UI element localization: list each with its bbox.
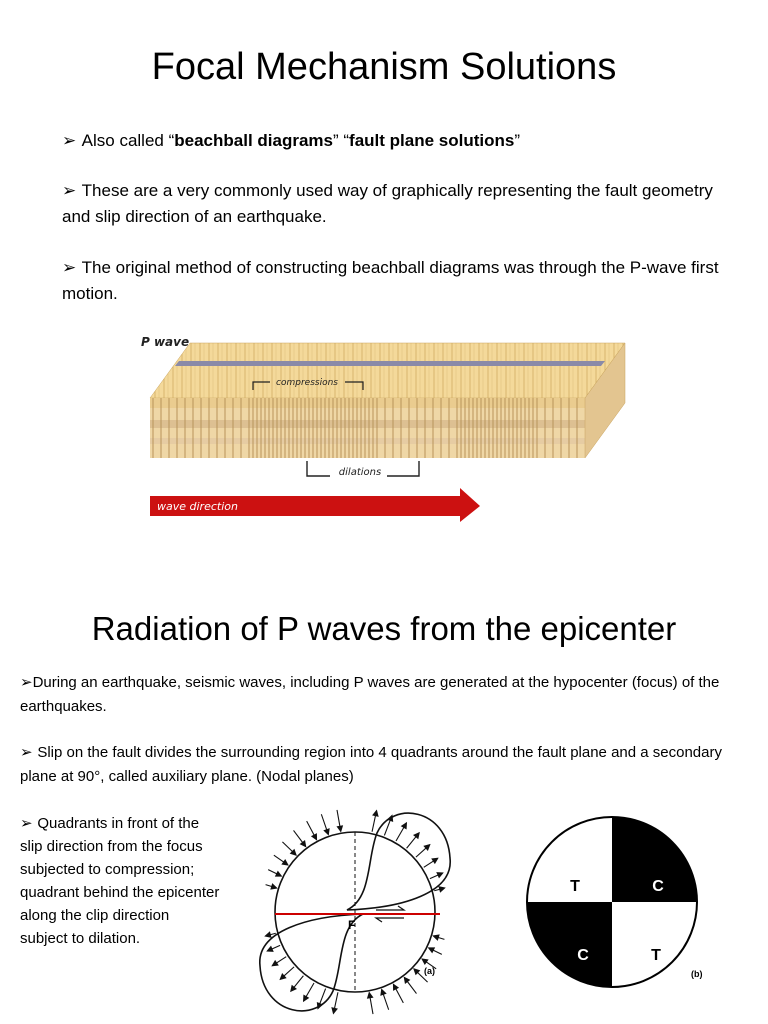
radiation-arrowhead-icon <box>304 995 309 1001</box>
beachball-figure <box>525 815 725 990</box>
radiation-arrowhead-icon <box>267 947 273 952</box>
radiation-arrowhead-icon <box>402 823 407 829</box>
radiation-arrowhead-icon <box>388 816 393 822</box>
radiation-arrowhead-icon <box>324 829 329 835</box>
p-wave-label: P wave <box>141 335 190 349</box>
bullet-text: During an earthquake, seismic waves, including P waves are generated at the hypocenter (focus) of the earthquakes. <box>20 674 720 715</box>
radiation-arrowhead-icon <box>437 873 443 878</box>
block-top-face <box>150 343 625 398</box>
radiation-arrowhead-icon <box>381 990 386 996</box>
radiation-arrowhead-icon <box>368 993 373 998</box>
radiation-arrowhead-icon <box>439 887 444 892</box>
radiation-pattern-figure <box>250 800 455 1022</box>
bullet-slip-quadrants <box>20 740 760 789</box>
bullet-text: ” “ <box>333 131 350 150</box>
wave-direction-label: wave direction <box>157 500 238 513</box>
quadrant-top-right-label: C <box>652 878 664 895</box>
radiation-arrowhead-icon <box>312 834 317 840</box>
radiation-arrowhead-icon <box>332 1008 337 1013</box>
bold-term-fault-plane: fault plane solutions <box>349 131 515 150</box>
page-title: Focal Mechanism Solutions <box>151 46 617 88</box>
radiation-arrowhead-icon <box>317 1003 322 1009</box>
radiation-arrowhead-icon <box>265 932 270 937</box>
radiation-arrowhead-icon <box>432 858 438 863</box>
slip-arrow-icon <box>376 918 404 922</box>
radiation-arrowhead-icon <box>301 841 306 846</box>
radiation-arrowhead-icon <box>393 984 398 990</box>
quadrant-top-left-label: T <box>570 878 580 895</box>
bullet-arrow-icon: ➢ <box>62 258 82 278</box>
quadrant-bottom-right-label: T <box>651 947 661 964</box>
radiation-arrowhead-icon <box>404 977 409 982</box>
bullet-text: Also called “ <box>81 131 175 150</box>
bullet-original-method <box>62 255 742 307</box>
bullet-text: Quadrants in front of the slip direction from the focus subjected to compression; quadrant behind the epicenter along the clip direction subject to dilation. <box>20 815 220 947</box>
p-wave-figure <box>135 328 635 528</box>
bullet-arrow-icon: ➢ <box>20 673 33 691</box>
radiation-arrowhead-icon <box>337 826 342 831</box>
bullet-text: ” <box>514 131 521 150</box>
dilations-label: dilations <box>338 467 382 478</box>
compression-quadrant-bottom-left <box>525 902 612 990</box>
radiation-arrowhead-icon <box>282 860 288 865</box>
section-title-radiation: Radiation of P waves from the epicenter <box>91 610 677 647</box>
caption-b: (b) <box>691 969 703 979</box>
radiation-arrowhead-icon <box>429 948 435 952</box>
bullet-text: These are a very commonly used way of graphically representing the fault geometry and slip direction of an earthquake. <box>62 181 713 226</box>
wave-front-line <box>175 361 605 366</box>
caption-a: (a) <box>424 966 435 976</box>
bullet-arrow-icon: ➢ <box>20 743 38 761</box>
compressions-label: compressions <box>276 378 338 388</box>
bullet-also-called <box>62 128 742 154</box>
radiation-arrowhead-icon <box>271 884 277 889</box>
radiation-arrowhead-icon <box>422 959 428 964</box>
bullet-arrow-icon: ➢ <box>62 181 82 201</box>
radiation-arrowhead-icon <box>433 935 439 940</box>
bullet-text: Slip on the fault divides the surrounding region into 4 quadrants around the fault plane and a secondary plane at 90°, called auxiliary plane. (Nodal planes) <box>20 744 722 785</box>
bullet-text: The original method of constructing beachball diagrams was through the P-wave first motion. <box>62 258 719 303</box>
bullet-arrow-icon: ➢ <box>20 814 38 832</box>
bullet-arrow-icon: ➢ <box>62 131 82 151</box>
radiation-arrowhead-icon <box>276 872 282 876</box>
focus-label: F <box>348 918 356 932</box>
bullet-earthquake-waves <box>20 670 760 719</box>
bullet-quadrants-front <box>20 812 220 950</box>
bullet-graphical <box>62 178 742 230</box>
bold-term-beachball: beachball diagrams <box>174 131 333 150</box>
compression-lines <box>153 398 577 458</box>
quadrant-bottom-left-label: C <box>577 947 589 964</box>
radiation-arrowhead-icon <box>272 961 278 966</box>
radiation-arrowhead-icon <box>373 811 378 816</box>
